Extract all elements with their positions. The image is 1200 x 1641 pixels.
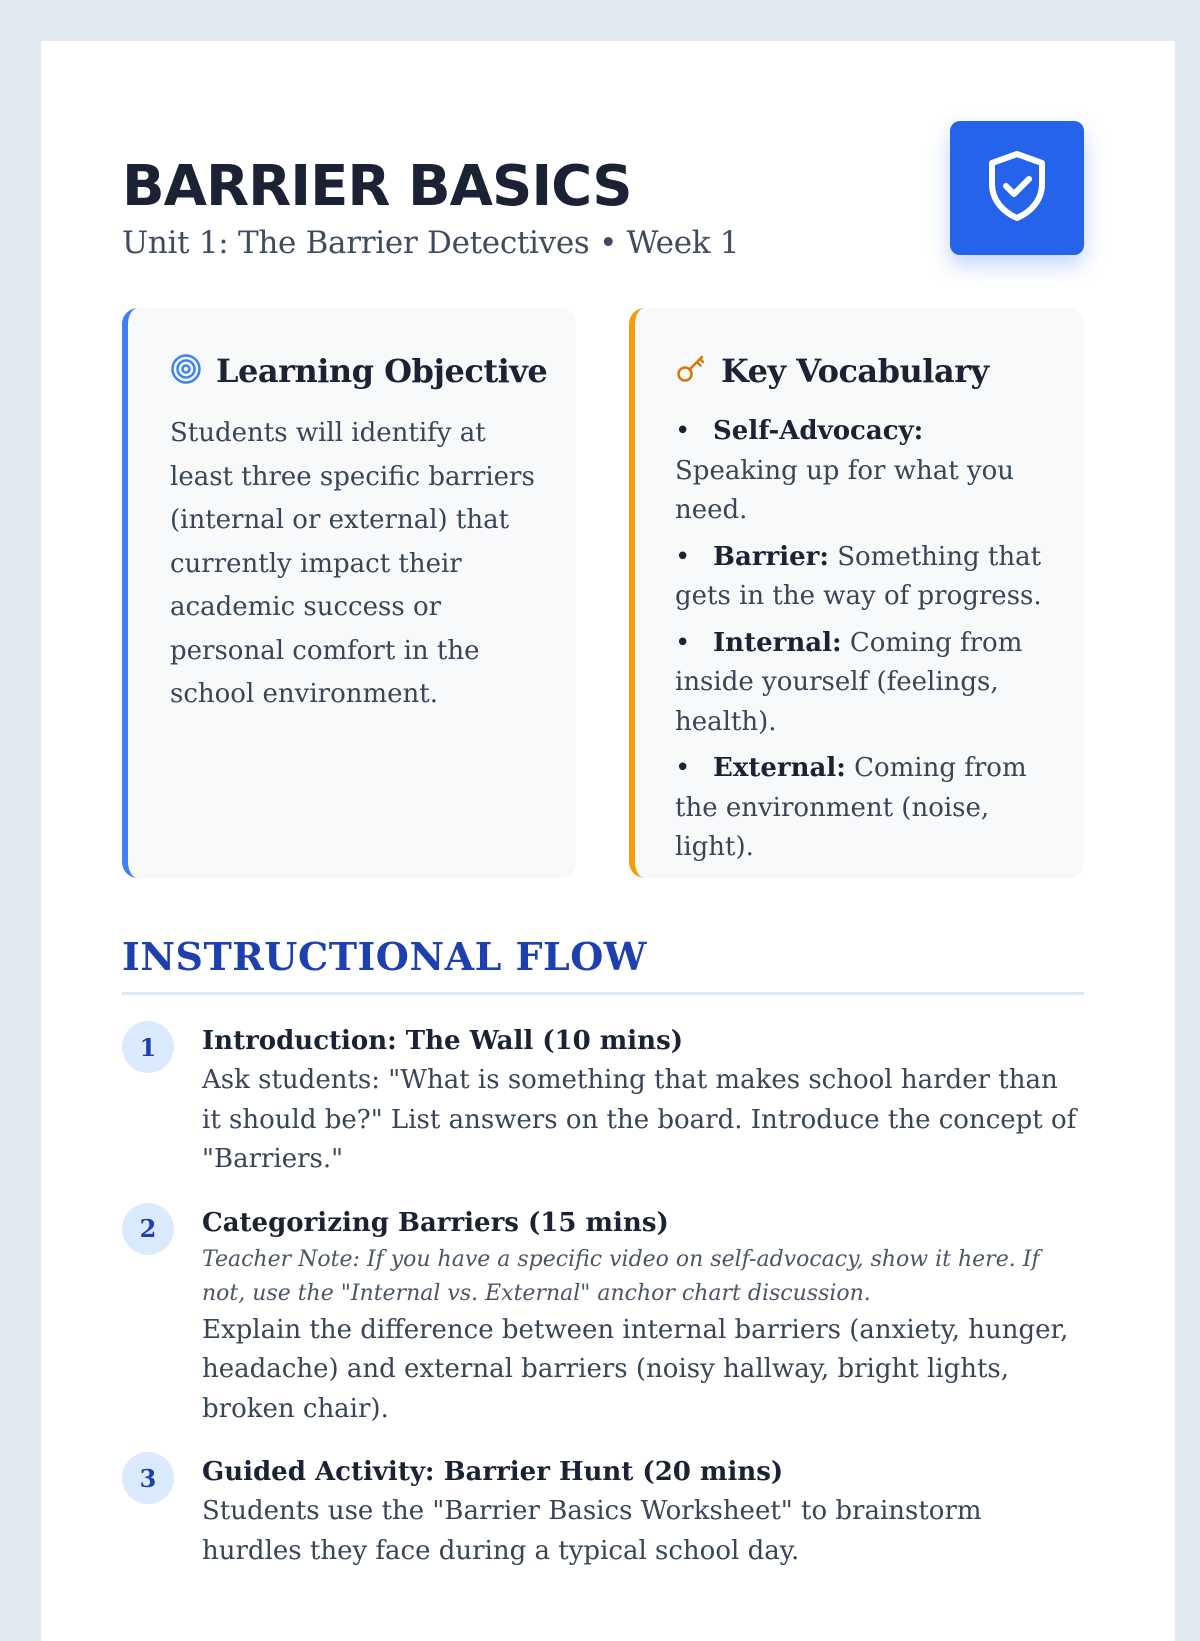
page-subtitle: Unit 1: The Barrier Detectives • Week 1 (122, 225, 740, 261)
vocabulary-definition: Coming from the environment (noise, light). (675, 753, 1027, 862)
vocabulary-definition: Speaking up for what you need. (675, 455, 1014, 525)
step-description: Ask students: "What is something that makes school harder than it should be?" List answers on the board. Introduce the concept of "Barriers." (202, 1065, 1077, 1174)
vocabulary-item: • Self-Advocacy: Speaking up for what you need. (675, 416, 1014, 525)
instructional-steps (122, 1021, 1084, 1594)
vocabulary-term: Internal: (713, 627, 842, 658)
vocabulary-definition: Something that gets in the way of progress. (675, 541, 1042, 611)
step-number: 3 (122, 1452, 174, 1504)
step-title: Introduction: The Wall (10 mins) (202, 1026, 684, 1056)
vocabulary-item: • Barrier: Something that gets in the way of progress. (675, 541, 1042, 611)
step-title: Guided Activity: Barrier Hunt (20 mins) (202, 1457, 784, 1487)
step-number: 2 (122, 1203, 174, 1255)
flow-step (122, 1203, 1084, 1430)
page-title: BARRIER BASICS (122, 154, 632, 219)
flow-step (122, 1021, 1084, 1180)
step-title: Categorizing Barriers (15 mins) (202, 1207, 669, 1238)
instructional-flow-heading: INSTRUCTIONAL FLOW (122, 934, 647, 979)
target-icon (170, 353, 202, 389)
vocabulary-item: • Internal: Coming from inside yourself (feelings, health). (675, 627, 1023, 737)
teacher-note: Teacher Note: If you have a specific video on self-advocacy, show it here. If not, use the "Internal vs. External" anchor chart discussion. (202, 1246, 1040, 1306)
vocabulary-term: Barrier: (713, 541, 829, 572)
learning-objective-heading: Learning Objective (216, 352, 548, 390)
key-vocabulary-card (629, 308, 1084, 878)
learning-objective-card (122, 308, 576, 878)
section-divider (122, 992, 1084, 995)
flow-step (122, 1452, 1084, 1571)
step-description: Explain the difference between internal barriers (anxiety, hunger, headache) and external barriers (noisy hallway, bright lights, broken chair). (202, 1314, 1069, 1424)
step-number: 1 (122, 1021, 174, 1073)
shield-badge (950, 121, 1084, 255)
vocabulary-term: Self-Advocacy: (713, 416, 924, 446)
vocabulary-list (675, 412, 1048, 868)
key-icon (675, 353, 707, 389)
vocabulary-term: External: (713, 753, 846, 783)
step-description: Students use the "Barrier Basics Worksheet" to brainstorm hurdles they face during a typical school day. (202, 1496, 982, 1566)
vocabulary-item: • External: Coming from the environment (noise, light). (675, 753, 1027, 862)
vocabulary-definition: Coming from inside yourself (feelings, health). (675, 627, 1023, 737)
lesson-sheet (41, 41, 1175, 1641)
key-vocabulary-heading: Key Vocabulary (721, 352, 989, 390)
learning-objective-text: Students will identify at least three specific barriers (internal or external) that currently impact their academic success or personal comfort in the school environment. (170, 418, 535, 709)
shield-check-icon (986, 150, 1048, 226)
